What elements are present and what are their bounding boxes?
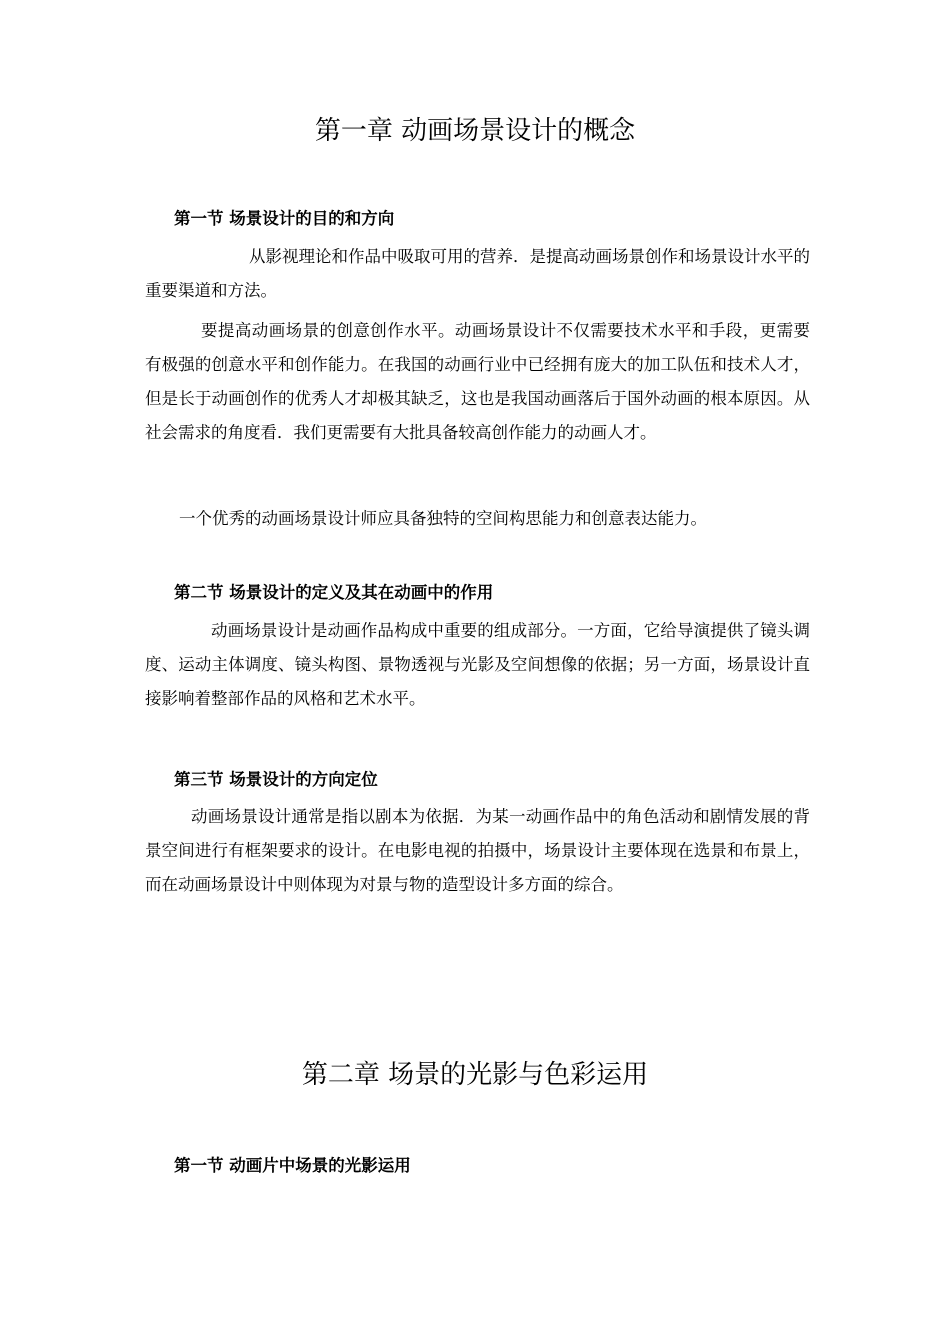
chapter-2-section-1-title: 第一节 动画片中场景的光影运用 [174, 1156, 411, 1175]
chapter-1-section-1-title: 第一节 场景设计的目的和方向 [174, 209, 395, 228]
chapter-1-section-1-paragraph-1: 从影视理论和作品中吸取可用的营养．是提高动画场景创作和场景设计水平的重要渠道和方法。 [145, 247, 810, 300]
chapter-1-section-3-title: 第三节 场景设计的方向定位 [174, 770, 378, 789]
chapter-1-section-1-paragraph-3: 一个优秀的动画场景设计师应具备独特的空间构思能力和创意表达能力。 [179, 509, 707, 528]
chapter-1-section-3-paragraph-1: 动画场景设计通常是指以剧本为依据．为某一动画作品中的角色活动和剧情发展的背景空间进行有框架要求的设计。在电影电视的拍摄中，场景设计主要体现在选景和布景上，而在动画场景设计中则体现为对景与物的造型设计多方面的综合。 [145, 807, 810, 894]
chapter-2-title: 第二章 场景的光影与色彩运用 [301, 1060, 649, 1090]
chapter-1-section-1-paragraph-2: 要提高动画场景的创意创作水平。动画场景设计不仅需要技术水平和手段，更需要有极强的创意水平和创作能力。在我国的动画行业中已经拥有庞大的加工队伍和技术人才，但是长于动画创作的优秀人才却极其缺乏，这也是我国动画落后于国外动画的根本原因。从社会需求的角度看．我们更需要有大批具备较高创作能力的动画人才。 [145, 321, 810, 442]
chapter-1-section-2-paragraph-1: 动画场景设计是动画作品构成中重要的组成部分。一方面，它给导演提供了镜头调度、运动主体调度、镜头构图、景物透视与光影及空间想像的依据；另一方面，场景设计直接影响着整部作品的风格和艺术水平。 [145, 621, 810, 708]
chapter-1-title: 第一章 动画场景设计的概念 [314, 116, 636, 146]
chapter-1-section-2-title: 第二节 场景设计的定义及其在动画中的作用 [174, 583, 494, 602]
